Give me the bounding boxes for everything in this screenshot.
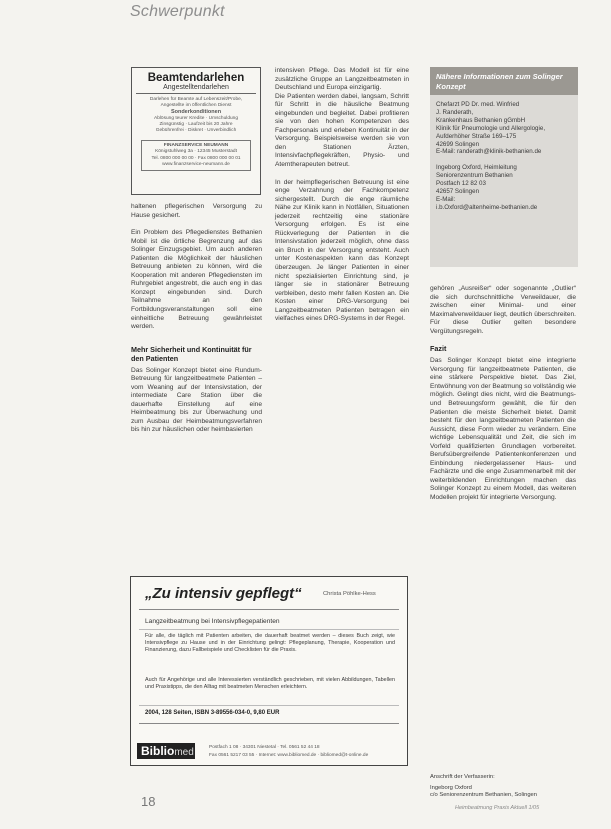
info-box-heading: Nähere Informationen zum Solinger Konzept bbox=[430, 67, 578, 95]
author-block bbox=[430, 774, 576, 799]
ad-line: Ablösung teurer Kredite · Umschuldung bbox=[154, 115, 238, 121]
contact-block bbox=[430, 101, 578, 156]
ad-company: FINANZSERVICE NEUMANN bbox=[163, 143, 229, 149]
contact-line: Ingeborg Oxford, Heimleitung bbox=[436, 164, 517, 172]
column-2 bbox=[275, 67, 409, 324]
author-label: Anschrift der Verfasserin: bbox=[430, 774, 495, 780]
ad-line: Zinsgünstig · Laufzeit bis 20 Jahre bbox=[159, 121, 233, 127]
book-description: Für alle, die täglich mit Patienten arbeiten, die dauerhaft beatmet werden – dieses Buch zeigt, wie Intensivpflege zu Hause und in der Einrichtung gelingt: Pflegeplanung, Therapie, Kooperation und Finanzierung, dazu Fallbeispiele und Checklisten für die Praxis. bbox=[145, 633, 395, 653]
publisher-name-suffix: med bbox=[174, 747, 194, 758]
ad-line: Angestellte im öffentlichen Dienst bbox=[160, 103, 232, 109]
ad-box bbox=[131, 67, 261, 195]
contact-line: 42699 Solingen bbox=[436, 140, 480, 148]
book-title: „Zu intensiv gepflegt“ bbox=[145, 585, 302, 602]
paragraph: Die Patienten werden dabei, langsam, Schritt für Schritt in die häusliche Beatmung eingebunden und begleitet. Dabei profitieren sie von den hohen Kompetenzen des Fachpersonals und erleben Kontinuität in der Versorgung. Beispielsweise werden sie von den Stationen Ärzten, Intensivfachpflegekräften, Physio- und Atemtherapeuten betreut. bbox=[275, 92, 409, 169]
contact-line: 42657 Solingen bbox=[436, 188, 480, 196]
subheading-fazit: Fazit bbox=[430, 344, 447, 354]
contact-line: Postfach 12 82 03 bbox=[436, 180, 486, 188]
divider bbox=[139, 705, 399, 706]
divider bbox=[139, 629, 399, 630]
contact-line: Seniorenzentrum Bethanien bbox=[436, 172, 513, 180]
contact-line: Chefarzt PD Dr. med. Winfried bbox=[436, 101, 520, 108]
contact-email[interactable]: E-Mail: randerath@klinik-bethanien.de bbox=[436, 148, 542, 156]
contact-line: Klinik für Pneumologie und Allergologie, Aufderhöher Straße 169–175 bbox=[436, 124, 546, 140]
ad-web[interactable]: www.finanzservice-neumann.de bbox=[162, 161, 230, 167]
paragraph: intensiven Pflege. Das Modell ist für eine zusätzliche Gruppe an Langzeitbeatmeten in Deutschland und Europa einzigartig. bbox=[275, 67, 409, 92]
contact-line: Krankenhaus Bethanien gGmbH bbox=[436, 116, 526, 124]
section-title: Schwerpunkt bbox=[130, 3, 225, 20]
paragraph: Ein Problem des Pflegedienstes Bethanien Mobil ist die örtliche Begrenzung auf das Solinger Einzugsgebiet. Um auch anderen Patienten die Möglichkeit der häuslichen Betreuung anbieten zu können, wird die Kooperation mit anderen Pflegediensten im Ruhrgebiet angestrebt, die auch eng in das Konzept eingebunden sind. Durch Teilnahme an den Fortbildungsveranstaltungen soll eine einheitliche Betreuung gewährleistet werden. bbox=[131, 229, 262, 331]
book-ad bbox=[130, 576, 408, 766]
ad-line: Gebührenfrei · Diskret · Unverbindlich bbox=[155, 128, 237, 134]
paragraph: Das Solinger Konzept bietet eine integrierte Versorgung für langzeitbeatmete Patienten, die eine stärkere Perspektive bietet. Das Ziel, Entwöhnung von der Beatmung so vollständig wie möglich. Gelingt dies nicht, wird die Beatmungs- und Betreuungsform gewählt, die für den Patienten die meiste Sicherheit bietet. Damit besteht für den langzeitbeatmeten Patienten die Aussicht, diese Form wieder zu verändern. Eine wichtige Lebensqualität und Zeit, die sich im Vorfeld qualifizierten Grundlagen vorbereitet. Berufsübergreifende Patientenkonferenzen und Einbindung niedergelassener Haus- und Fachärzte und die enge Zusammenarbeit mit der weiterbildenden Einrichtungen machen das Solinger Konzept zu einem Modell, das weiteren Modellen projekt für integrierte Versorgung. bbox=[430, 357, 576, 502]
contact-block bbox=[430, 164, 578, 211]
column-1 bbox=[131, 203, 262, 435]
paragraph: In der heimpflegerischen Betreuung ist eine enge Verzahnung der Fachkompetenz sichergestellt. Durch die enge räumliche Nähe zur Klinik kann in Notfällen, Situationen jederzeit rechtzeitig eine stationäre Versorgung erfolgen. Es ist eine Rückverlegung der Patienten in die Intensivstation jederzeit möglich, ohne dass ein Bruch in der Versorgung entsteht. Auch unter Kostenaspekten kann das Konzept überzeugen. Je länger Patienten in einer nicht spezialisierten Einrichtung sind, je länger sie in stationärer Betreuung verbleiben, desto mehr fallen Kosten an. Die Kosten einer DRG-Versorgung bei Langzeitbeatmeten Patienten betragen ein vielfaches eines DRG-Systems in der Regel. bbox=[275, 178, 409, 323]
publisher-address: Postfach 1 08 · 34301 Niestetal · Tel. 0561 52 44 18 bbox=[209, 745, 320, 750]
subheading: Mehr Sicherheit und Kontinuität für den Patienten bbox=[131, 344, 252, 363]
author-line: Ingeborg Oxford bbox=[430, 785, 472, 791]
paragraph: Das Solinger Konzept bietet eine Rundum-Betreuung für langzeitbeatmete Patienten – vom Weaning auf der Intensivstation, der intermediate Care Station über die dauerhafte Einstellung auf eine Heimbeatmung bis zur Überwachung und zum Ausbau der Heimbeatmungsverfahren bis hin zur häuslichen oder heimbasierten bbox=[131, 366, 262, 434]
ad-title: Beamtendarlehen bbox=[147, 72, 245, 84]
publisher-contact[interactable]: Fax 0561 5217 03 55 · Internet: www.bibliomed.de · bibliomed@t-online.de bbox=[209, 753, 369, 758]
publisher-name: Biblio bbox=[141, 744, 175, 758]
info-box bbox=[430, 67, 578, 267]
book-author: Christa Pöhlke-Hess bbox=[323, 591, 376, 597]
page-number: 18 bbox=[141, 794, 156, 809]
column-3 bbox=[430, 285, 576, 503]
magazine-footer: Heimbeatmung Praxis Aktuell 1/05 bbox=[455, 805, 540, 811]
book-description: Auch für Angehörige und alle Interessierten verständlich geschrieben, mit vielen Abbildungen, Tabellen und Praxistipps, die den Alltag mit beatmeten Menschen erleichtern. bbox=[145, 677, 395, 690]
ad-line: Darlehen für Beamte auf Lebenszeit/Probe, bbox=[149, 97, 243, 102]
paragraph: haltenen pflegerischen Versorgung zu Hause gesichert. bbox=[131, 203, 262, 219]
contact-line: E-Mail: bbox=[436, 195, 456, 203]
contact-email[interactable]: i.b.Oxford@altenheime-bethanien.de bbox=[436, 203, 538, 211]
ad-address: Königstuhlweg 3a · 12345 Musterstadt bbox=[155, 149, 237, 155]
book-price: 2004, 128 Seiten, ISBN 3-89556-034-0, 9,80 EUR bbox=[145, 710, 280, 716]
publisher-logo bbox=[137, 743, 195, 759]
ad-phone: Tel. 0800 000 00 00 · Fax 0800 000 00 01 bbox=[151, 155, 241, 161]
paragraph: gehören „Ausreißer“ oder sogenannte „Outlier“ die sich durchschnittliche Verweildauer, die zwischen einer Minimal- und einer Maximalverweildauer liegt, deutlich überschreiten. Für diese Outlier gelten besondere Vergütungsregeln. bbox=[430, 285, 576, 335]
ad-subtitle: Angestelltendarlehen bbox=[136, 84, 256, 94]
contact-line: J. Randerath, bbox=[436, 108, 474, 116]
ad-line: Sonderkonditionen bbox=[170, 109, 222, 116]
ad-contact bbox=[141, 140, 251, 171]
divider bbox=[139, 609, 399, 610]
book-subtitle: Langzeitbeatmung bei Intensivpflegepatienten bbox=[145, 618, 280, 625]
author-line: c/o Seniorenzentrum Bethanien, Solingen bbox=[430, 792, 537, 798]
divider bbox=[139, 723, 399, 724]
